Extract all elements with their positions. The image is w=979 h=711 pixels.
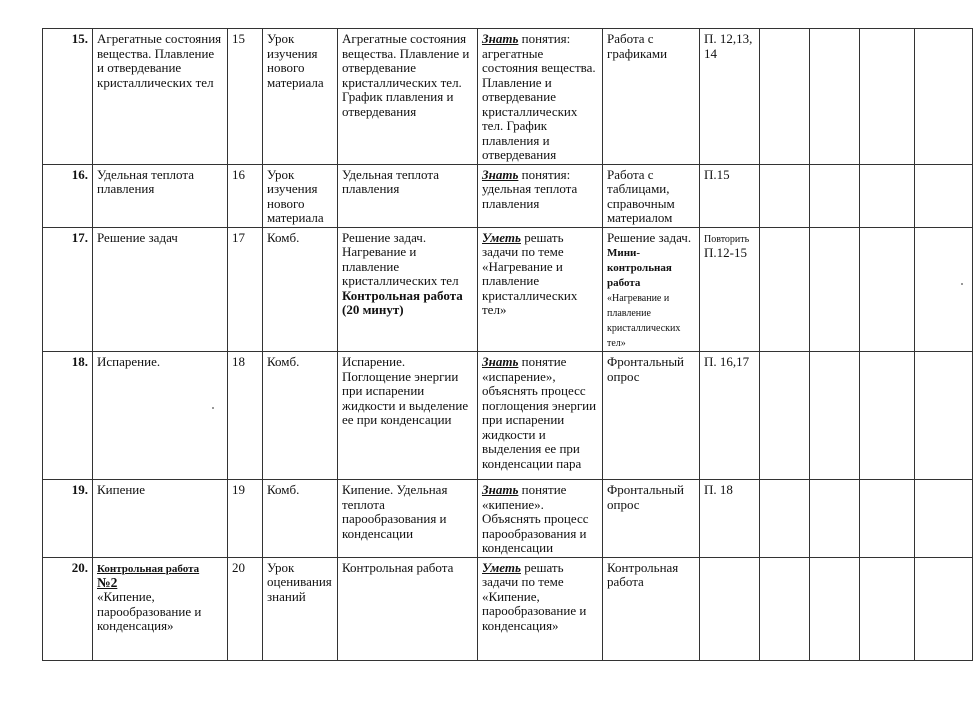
lesson-homework: П.15 [700,164,760,227]
lesson-number: 19. [43,480,93,558]
lesson-requirements [478,557,603,660]
empty-cell [810,480,860,558]
empty-cell [810,227,860,352]
content-test-note: Контрольная работа (20 минут) [342,287,463,317]
lesson-control-form: Контрольная работа [603,557,700,660]
empty-cell [760,557,810,660]
lesson-number: 20. [43,557,93,660]
requirement-text: решать задачи по теме «Кипение, парообразование и конденсация» [482,559,587,633]
lesson-type: Комб. [263,227,338,352]
empty-cell [915,227,973,352]
lesson-content: Агрегатные состояния вещества. Плавление и отвердевание кристаллических тел. График плавления и отвердевания [338,29,478,165]
empty-cell [760,29,810,165]
lesson-type: Комб. [263,480,338,558]
table-row [43,29,973,165]
scan-speck [212,407,214,409]
lesson-topic: Агрегатные состояния вещества. Плавление и отвердевание кристаллических тел [93,29,228,165]
control-form-bold: Мини-контрольная работа [607,247,672,289]
empty-cell [915,164,973,227]
empty-cell [760,164,810,227]
lesson-topic: Испарение. [93,352,228,480]
lesson-homework [700,227,760,352]
lesson-hours: 19 [228,480,263,558]
lesson-number: 18. [43,352,93,480]
lesson-control-form: Работа с графиками [603,29,700,165]
lesson-control-form [603,227,700,352]
lesson-requirements [478,352,603,480]
lesson-homework: П. 12,13, 14 [700,29,760,165]
lesson-content: Испарение. Поглощение энергии при испарении жидкости и выделение ее при конденсации [338,352,478,480]
lesson-requirements [478,480,603,558]
table-row [43,227,973,352]
empty-cell [760,227,810,352]
lesson-hours: 20 [228,557,263,660]
lesson-type: Урок изучения нового материала [263,164,338,227]
lesson-plan-table [42,28,973,661]
lesson-content: Контрольная работа [338,557,478,660]
empty-cell [860,164,915,227]
lesson-content: Кипение. Удельная теплота парообразования и конденсации [338,480,478,558]
lesson-topic [93,557,228,660]
empty-cell [810,352,860,480]
requirement-verb: Уметь [482,229,521,245]
requirement-text: понятия: агрегатные состояния вещества. Плавление и отвердевание кристаллических тел. График плавления и отвердевания [482,31,596,162]
test-number: №2 [97,574,118,590]
requirement-text: решать задачи по теме «Нагревание и плавление кристаллических тел» [482,229,578,317]
requirement-text: понятие «кипение». Объяснять процесс парообразования и конденсации [482,482,589,555]
empty-cell [810,557,860,660]
scan-speck [961,283,963,285]
lesson-topic: Кипение [93,480,228,558]
requirement-verb: Знать [482,166,519,182]
requirement-text: понятие «испарение», объяснять процесс поглощения энергии при испарении жидкости и выделения ее при конденсации пара [482,354,597,471]
table-row [43,164,973,227]
empty-cell [810,29,860,165]
test-title: Контрольная работа [97,562,200,575]
control-form-text: Решение задач. [607,229,692,245]
requirement-verb: Уметь [482,559,521,575]
control-form-small: «Нагревание и плавление кристаллических тел» [607,293,681,349]
lesson-requirements [478,164,603,227]
table-row [43,480,973,558]
lesson-type: Урок изучения нового материала [263,29,338,165]
lesson-number: 16. [43,164,93,227]
table-row [43,557,973,660]
empty-cell [860,352,915,480]
content-text: Решение задач. Нагревание и плавление кристаллических тел [342,229,459,288]
homework-text: П.12-15 [704,244,747,260]
lesson-requirements [478,227,603,352]
requirement-verb: Знать [482,31,519,46]
homework-note: Повторить [704,233,750,245]
lesson-hours: 18 [228,352,263,480]
lesson-type: Урок оценивания знаний [263,557,338,660]
lesson-number: 15. [43,29,93,165]
lesson-content: Удельная теплота плавления [338,164,478,227]
lesson-content [338,227,478,352]
lesson-homework: П. 16,17 [700,352,760,480]
lesson-hours: 15 [228,29,263,165]
lesson-homework: П. 18 [700,480,760,558]
empty-cell [760,480,810,558]
requirement-verb: Знать [482,482,519,497]
requirement-verb: Знать [482,354,519,369]
empty-cell [810,164,860,227]
lesson-topic: Удельная теплота плавления [93,164,228,227]
table-row [43,352,973,480]
empty-cell [860,227,915,352]
lesson-hours: 17 [228,227,263,352]
lesson-requirements [478,29,603,165]
lesson-topic: Решение задач [93,227,228,352]
empty-cell [915,557,973,660]
lesson-control-form: Работа с таблицами, справочным материалом [603,164,700,227]
lesson-number: 17. [43,227,93,352]
empty-cell [860,480,915,558]
lesson-homework [700,557,760,660]
lesson-control-form: Фронтальный опрос [603,352,700,480]
empty-cell [915,352,973,480]
empty-cell [915,480,973,558]
lesson-type: Комб. [263,352,338,480]
empty-cell [760,352,810,480]
empty-cell [915,29,973,165]
test-topic: «Кипение, парообразование и конденсация» [97,589,202,633]
lesson-control-form: Фронтальный опрос [603,480,700,558]
empty-cell [860,557,915,660]
lesson-hours: 16 [228,164,263,227]
requirement-text: понятия: удельная теплота плавления [482,166,578,211]
empty-cell [860,29,915,165]
